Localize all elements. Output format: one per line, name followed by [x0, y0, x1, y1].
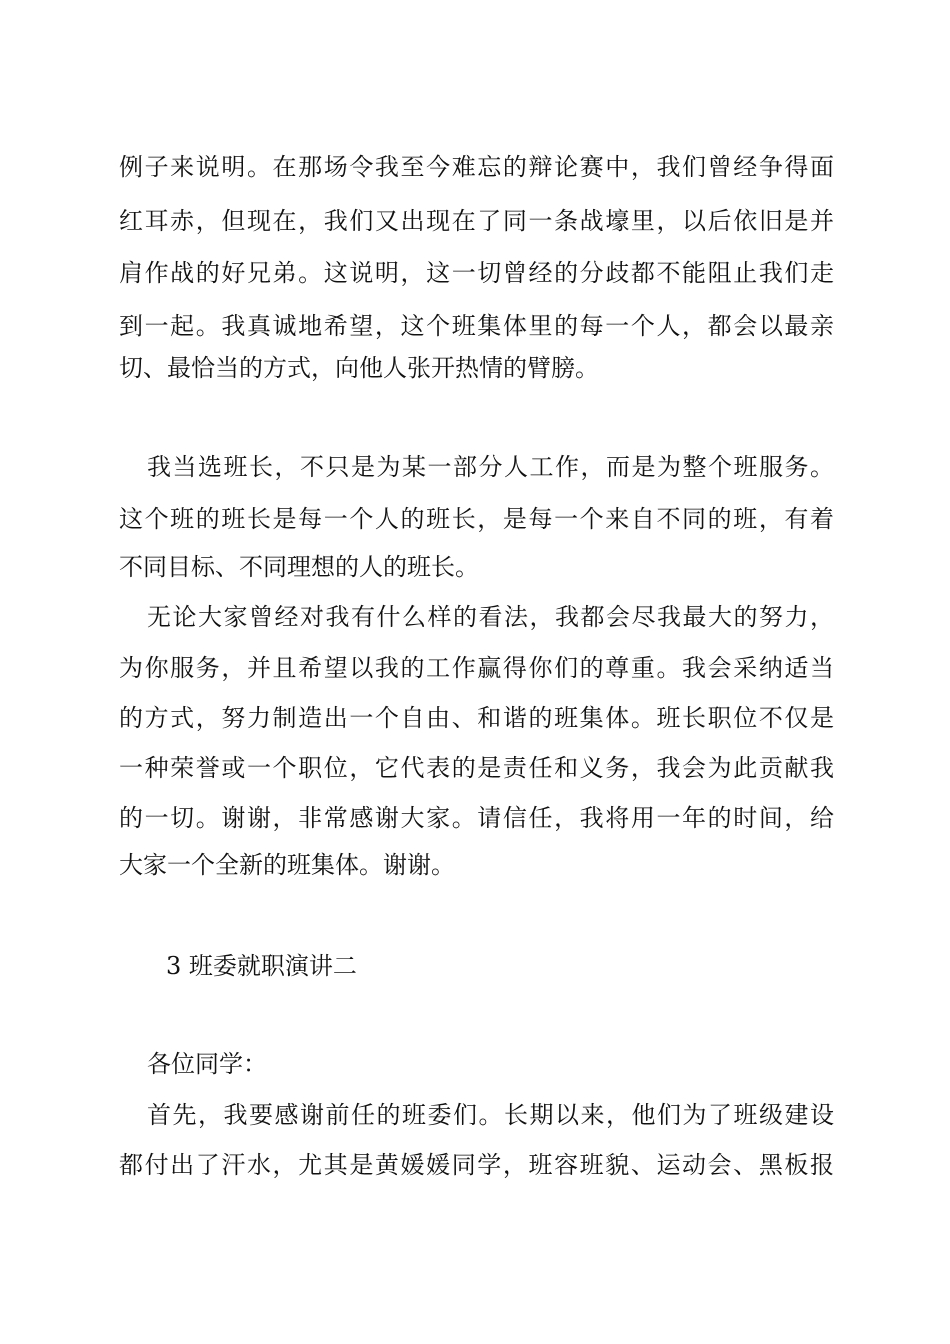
- section-heading: 3 班委就职演讲二: [166, 952, 357, 980]
- paragraph-4-line-2: 都付出了汗水，尤其是黄媛媛同学，班容班貌、运动会、黑板报: [119, 1151, 834, 1179]
- paragraph-1-line-3: 肩作战的好兄弟。这说明，这一切曾经的分歧都不能阻止我们走: [119, 259, 834, 287]
- paragraph-3-line-5: 的一切。谢谢，非常感谢大家。请信任，我将用一年的时间，给: [119, 804, 834, 832]
- paragraph-1-line-1: 例子来说明。在那场令我至今难忘的辩论赛中，我们曾经争得面: [119, 153, 834, 181]
- paragraph-2-line-1: 我当选班长，不只是为某一部分人工作，而是为整个班服务。: [147, 453, 834, 481]
- paragraph-3-line-4: 一种荣誉或一个职位，它代表的是责任和义务，我会为此贡献我: [119, 754, 834, 782]
- paragraph-3-line-6: 大家一个全新的班集体。谢谢。: [119, 851, 455, 879]
- paragraph-1-line-4: 到一起。我真诚地希望，这个班集体里的每一个人，都会以最亲: [119, 312, 834, 340]
- paragraph-1-line-2: 红耳赤，但现在，我们又出现在了同一条战壕里，以后依旧是并: [119, 207, 834, 235]
- paragraph-2-line-2: 这个班的班长是每一个人的班长，是每一个来自不同的班，有着: [119, 505, 834, 533]
- salutation: 各位同学：: [147, 1050, 267, 1078]
- paragraph-2-line-3: 不同目标、不同理想的人的班长。: [119, 553, 479, 581]
- paragraph-3-line-2: 为你服务，并且希望以我的工作赢得你们的尊重。我会采纳适当: [119, 654, 834, 682]
- paragraph-3-line-3: 的方式，努力制造出一个自由、和谐的班集体。班长职位不仅是: [119, 704, 834, 732]
- paragraph-4-line-1: 首先，我要感谢前任的班委们。长期以来，他们为了班级建设: [147, 1101, 834, 1129]
- paragraph-3-line-1: 无论大家曾经对我有什么样的看法，我都会尽我最大的努力，: [147, 603, 834, 631]
- paragraph-1-line-5: 切、最恰当的方式，向他人张开热情的臂膀。: [119, 354, 599, 382]
